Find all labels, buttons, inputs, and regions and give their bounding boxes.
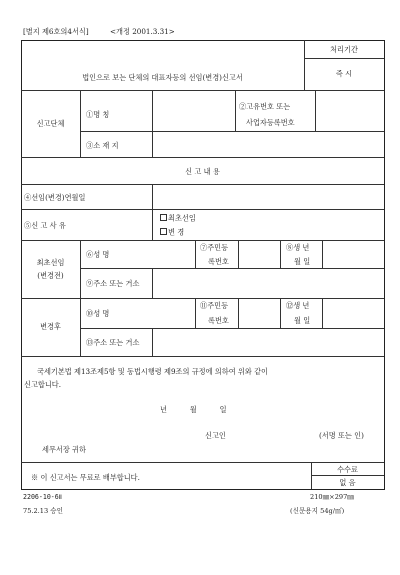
fee-label: 수수료 [337, 465, 358, 474]
processing-period-label: 처리기간 [330, 45, 358, 54]
declaration-date: 년 월 일 [160, 405, 227, 414]
fee-value: 없 음 [339, 478, 356, 487]
recipient: 세무서장 귀하 [42, 445, 86, 454]
before-rrn-label-2: 록번호 [208, 257, 229, 266]
checkbox-icon [160, 228, 167, 235]
before-name-label: ⑥성 명 [86, 250, 110, 259]
revision-note: <개정 2001.3.31> [110, 27, 175, 36]
appointment-date-label: ④선임(변경)연월일 [24, 193, 86, 202]
after-dob-label-2: 월 일 [294, 316, 311, 325]
after-rrn-label-2: 록번호 [208, 316, 229, 325]
org-address-label: ③소 재 지 [86, 141, 119, 150]
before-dob-label-1: ⑧생 년 [286, 243, 310, 252]
reporter-section-label: 신고단체 [36, 119, 65, 128]
business-id-label-1: ②고유번호 또는 [239, 102, 291, 111]
free-notice: ※ 이 신고서는 무료로 배부합니다. [31, 473, 140, 482]
checkbox-icon [160, 214, 167, 221]
paper-size: 210㎜×297㎜ [310, 493, 354, 501]
after-rrn-label-1: ⑪주민등 [200, 301, 229, 310]
sign-note: (서명 또는 인) [319, 431, 364, 440]
reason-option-initial[interactable]: 최초선임 [160, 214, 196, 222]
after-address-label: ⑬주소 또는 거소 [86, 338, 140, 347]
declaration-line-1: 국세기본법 제13조제5항 및 동법시행령 제9조의 규정에 의하여 위와 같이 [37, 367, 268, 376]
paper-spec: (신문용지 54g/㎡) [290, 507, 345, 515]
processing-period-value: 즉 시 [335, 69, 353, 78]
before-address-label: ⑨주소 또는 거소 [86, 279, 140, 288]
form-code: 2206-10-6Ⅱ [23, 493, 62, 501]
before-rrn-label-1: ⑦주민등 [200, 243, 229, 252]
org-name-label: ①명 칭 [86, 110, 110, 119]
content-section-title: 신 고 내 용 [185, 167, 220, 176]
form-title: 법인으로 보는 단체의 대표자등의 선임(변경)신고서 [82, 73, 243, 82]
reason-option-change[interactable]: 변 경 [160, 228, 184, 236]
business-id-label-2: 사업자등록번호 [246, 118, 295, 127]
form-number: [별지 제6호의4서식] [23, 27, 89, 36]
after-dob-label-1: ⑫생 년 [286, 301, 310, 310]
after-name-label: ⑩성 명 [86, 309, 110, 318]
approval-date: 75.2.13 승인 [23, 507, 64, 515]
before-section-label-2: (변경전) [37, 271, 64, 280]
declaration-line-2: 신고합니다. [24, 380, 62, 389]
report-reason-label: ⑤신 고 사 유 [24, 221, 66, 230]
before-section-label-1: 최초선임 [36, 258, 65, 267]
before-dob-label-2: 월 일 [294, 257, 311, 266]
signer-label: 신고인 [205, 431, 226, 440]
after-section-label: 변경후 [40, 322, 61, 331]
